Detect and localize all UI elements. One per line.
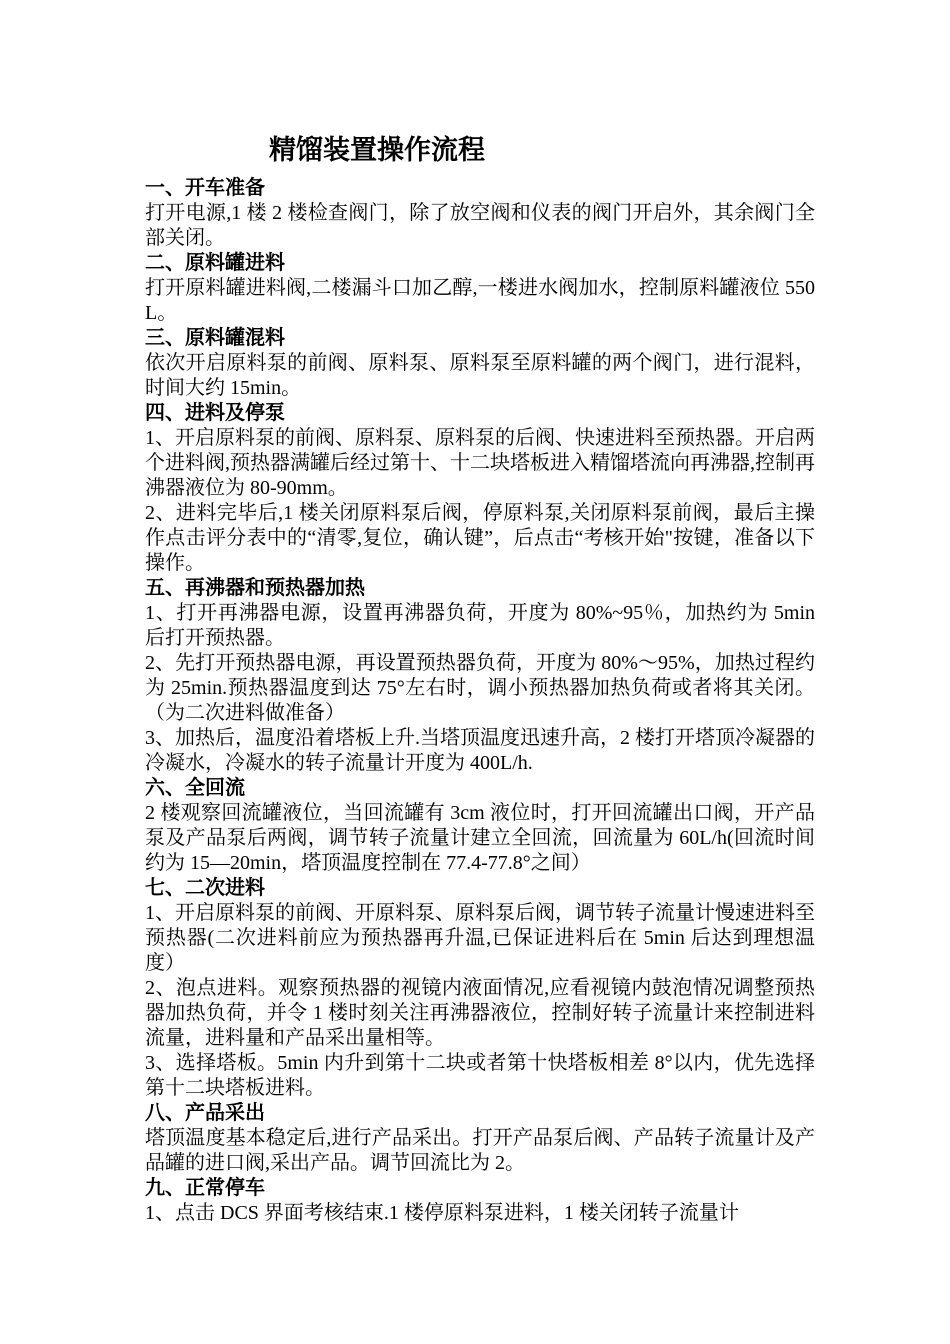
section-paragraph: 依次开启原料泵的前阀、原料泵、原料泵至原料罐的两个阀门，进行混料，时间大约 15min。 [145,352,815,399]
section-total-reflux [145,776,815,876]
section-paragraph: 1、打开再沸器电源，设置再沸器负荷，开度为 80%~95％，加热约为 5min 后打开预热器。 [145,602,815,649]
section-feed-tank-filling [145,251,815,326]
document-title: 精馏装置操作流程 [269,135,485,165]
section-paragraph: 1、开启原料泵的前阀、原料泵、原料泵的后阀、快速进料至预热器。开启两个进料阀,预热器满罐后经过第十、十二块塔板进入精馏塔流向再沸器,控制再沸器液位为 80-90mm。 [145,427,815,499]
section-heading: 五、再沸器和预热器加热 [145,577,365,599]
section-paragraph: 2、先打开预热器电源，再设置预热器负荷，开度为 80%～95%，加热过程约为 25min.预热器温度到达 75°左右时，调小预热器加热负荷或者将其关闭。（为二次进料做准备） [145,652,815,724]
section-heading: 六、全回流 [145,777,245,799]
section-heading: 九、正常停车 [145,1177,265,1199]
section-heading: 二、原料罐进料 [145,252,285,274]
section-paragraph: 2、进料完毕后,1 楼关闭原料泵后阀，停原料泵,关闭原料泵前阀，最后主操作点击评分表中的“清零,复位，确认键”，后点击“考核开始"按键，准备以下操作。 [145,502,815,574]
section-heading: 四、进料及停泵 [145,402,285,424]
section-paragraph: 2、泡点进料。观察预热器的视镜内液面情况,应看视镜内鼓泡情况调整预热器加热负荷，并令 1 楼时刻关注再沸器液位，控制好转子流量计来控制进料流量，进料量和产品采出量相等。 [145,977,815,1049]
section-paragraph: 3、选择塔板。5min 内升到第十二块或者第十快塔板相差 8°以内，优先选择第十二块塔板进料。 [145,1052,815,1099]
section-paragraph: 1、点击 DCS 界面考核结束.1 楼停原料泵进料，1 楼关闭转子流量计 [145,1202,739,1224]
section-paragraph: 3、加热后，温度沿着塔板上升.当塔顶温度迅速升高，2 楼打开塔顶冷凝器的冷凝水，冷凝水的转子流量计开度为 400L/h. [145,727,815,774]
section-startup-prep [145,176,815,251]
section-feed-tank-mixing [145,326,815,401]
section-normal-shutdown [145,1176,815,1226]
section-paragraph: 1、开启原料泵的前阀、开原料泵、原料泵后阀，调节转子流量计慢速进料至预热器(二次进料前应为预热器再升温,已保证进料后在 5min 后达到理想温度） [145,902,815,974]
section-heading: 八、产品采出 [145,1102,265,1124]
section-paragraph: 塔顶温度基本稳定后,进行产品采出。打开产品泵后阀、产品转子流量计及产品罐的进口阀,采出产品。调节回流比为 2。 [145,1127,815,1174]
section-second-feed [145,876,815,1101]
section-heading: 一、开车准备 [145,177,265,199]
section-heating [145,576,815,776]
section-product-takeoff [145,1101,815,1176]
section-paragraph: 打开原料罐进料阀,二楼漏斗口加乙醇,一楼进水阀加水，控制原料罐液位 550L。 [145,277,815,324]
section-feeding-and-pump-stop [145,401,815,576]
section-paragraph: 打开电源,1 楼 2 楼检查阀门，除了放空阀和仪表的阀门开启外，其余阀门全部关闭。 [145,202,815,249]
section-paragraph: 2 楼观察回流罐液位，当回流罐有 3cm 液位时，打开回流罐出口阀，开产品泵及产品泵后两阀，调节转子流量计建立全回流，回流量为 60L/h(回流时间约为 15—20min，塔顶温度控制在 77.4-77.8°之间） [145,802,815,874]
document-page [145,128,815,1226]
section-heading: 三、原料罐混料 [145,327,285,349]
section-heading: 七、二次进料 [145,877,265,899]
